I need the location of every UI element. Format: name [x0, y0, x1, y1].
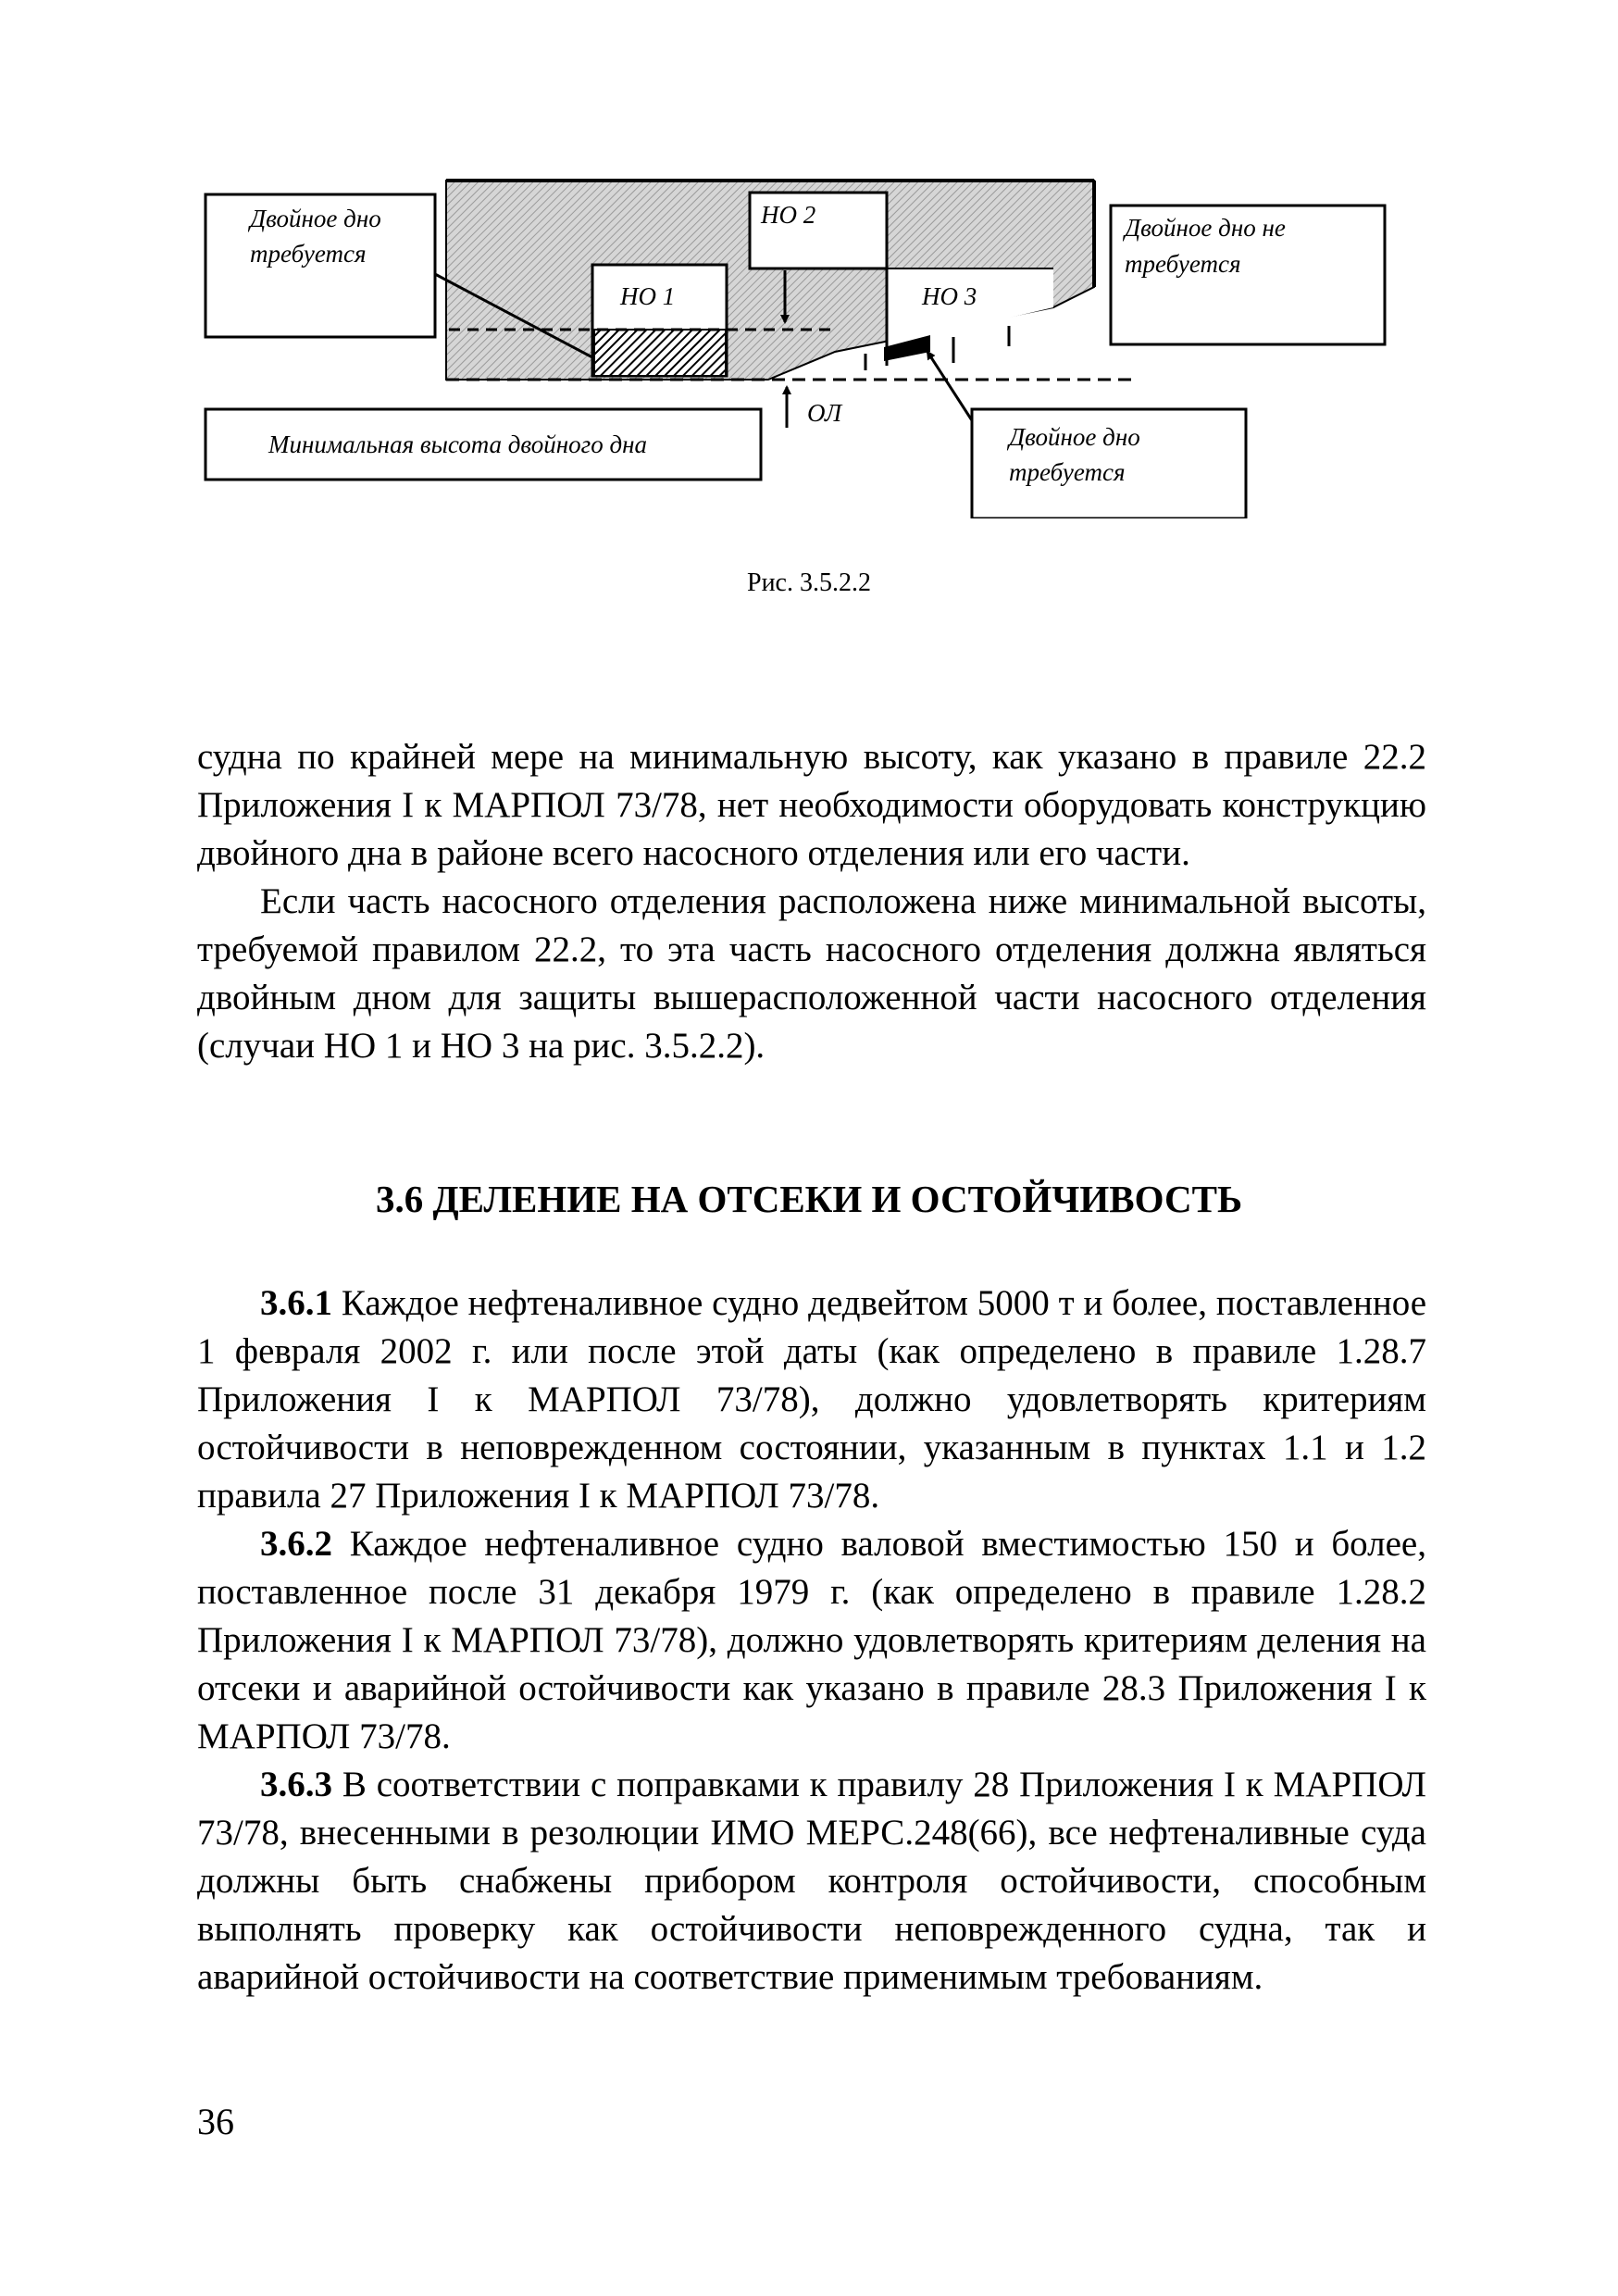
label-top-right-line1: Двойное дно не: [1125, 214, 1286, 242]
label-top-left-line1: Двойное дно: [250, 205, 381, 232]
clause-3-6-2: [197, 1520, 1426, 1761]
clauses: [197, 1279, 1426, 2002]
paragraph-continued: судна по крайней мере на минимальную высоту, как указано в правиле 22.2 Приложения I к МАРПОЛ 73/78, нет необходимости оборудовать конструкцию двойного дна в районе всего насосного отделения или его части.: [197, 737, 1426, 873]
clause-text: В соответствии с поправками к правилу 28 Приложения I к МАРПОЛ 73/78, внесенными в резолюции ИМО МЕРС.248(66), все нефтеналивные суда должны быть снабжены прибором контроля остойчивости, способным выполнять проверку как остойчивости неповрежденного судна, так и аварийной остойчивости на соответствие применимым требованиям.: [197, 1765, 1426, 1997]
label-top-left-line2: требуется: [250, 240, 367, 268]
clause-number: 3.6.3: [260, 1765, 332, 1804]
clause-number: 3.6.2: [260, 1524, 332, 1564]
clause-3-6-1: [197, 1279, 1426, 1520]
clause-text: Каждое нефтеналивное судно дедвейтом 5000 т и более, поставленное 1 февраля 2002 г. или после этой даты (как определено в правиле 1.28.7 Приложения I к МАРПОЛ 73/78), должно удовлетворять критериям остойчивости в неповрежденном состоянии, указанным в пунктах 1.1 и 1.2 правила 27 Приложения I к МАРПОЛ 73/78.: [197, 1283, 1426, 1516]
label-min-height: Минимальная высота двойного дна: [268, 430, 648, 458]
pump-room-1-double-bottom: [594, 330, 726, 376]
clause-number: 3.6.1: [260, 1283, 332, 1323]
section-heading: 3.6 ДЕЛЕНИЕ НА ОТСЕКИ И ОСТОЙЧИВОСТЬ: [375, 1178, 1243, 1220]
label-pr2: НО 2: [761, 201, 816, 229]
page-number: 36: [197, 2101, 234, 2142]
paragraph-pump-room: Если часть насосного отделения расположена ниже минимальной высоты, требуемой правилом 22.2, то эта часть насосного отделения должна являться двойным дном для защиты вышерасположенной части насосного отделения (случаи НО 1 и НО 3 на рис. 3.5.2.2).: [197, 881, 1426, 1066]
label-bottom-right-line1: Двойное дно: [1009, 423, 1140, 451]
label-bottom-right-line2: требуется: [1009, 458, 1126, 486]
continued-paragraphs: [197, 733, 1426, 1070]
label-pr3: НО 3: [922, 282, 977, 310]
pump-room-double-bottom-diagram: [194, 167, 1407, 518]
label-baseline: ОЛ: [807, 399, 842, 427]
figure-caption: Рис. 3.5.2.2: [747, 568, 871, 597]
clause-3-6-3: [197, 1761, 1426, 2002]
clause-text: Каждое нефтеналивное судно валовой вместимостью 150 и более, поставленное после 31 декабря 1979 г. (как определено в правиле 1.28.2 Приложения I к МАРПОЛ 73/78), должно удовлетворять критериям деления на отсеки и аварийной остойчивости как указано в правиле 28.3 Приложения I к МАРПОЛ 73/78.: [197, 1524, 1426, 1756]
label-pr1: НО 1: [620, 282, 676, 310]
label-top-right-line2: требуется: [1125, 250, 1241, 278]
